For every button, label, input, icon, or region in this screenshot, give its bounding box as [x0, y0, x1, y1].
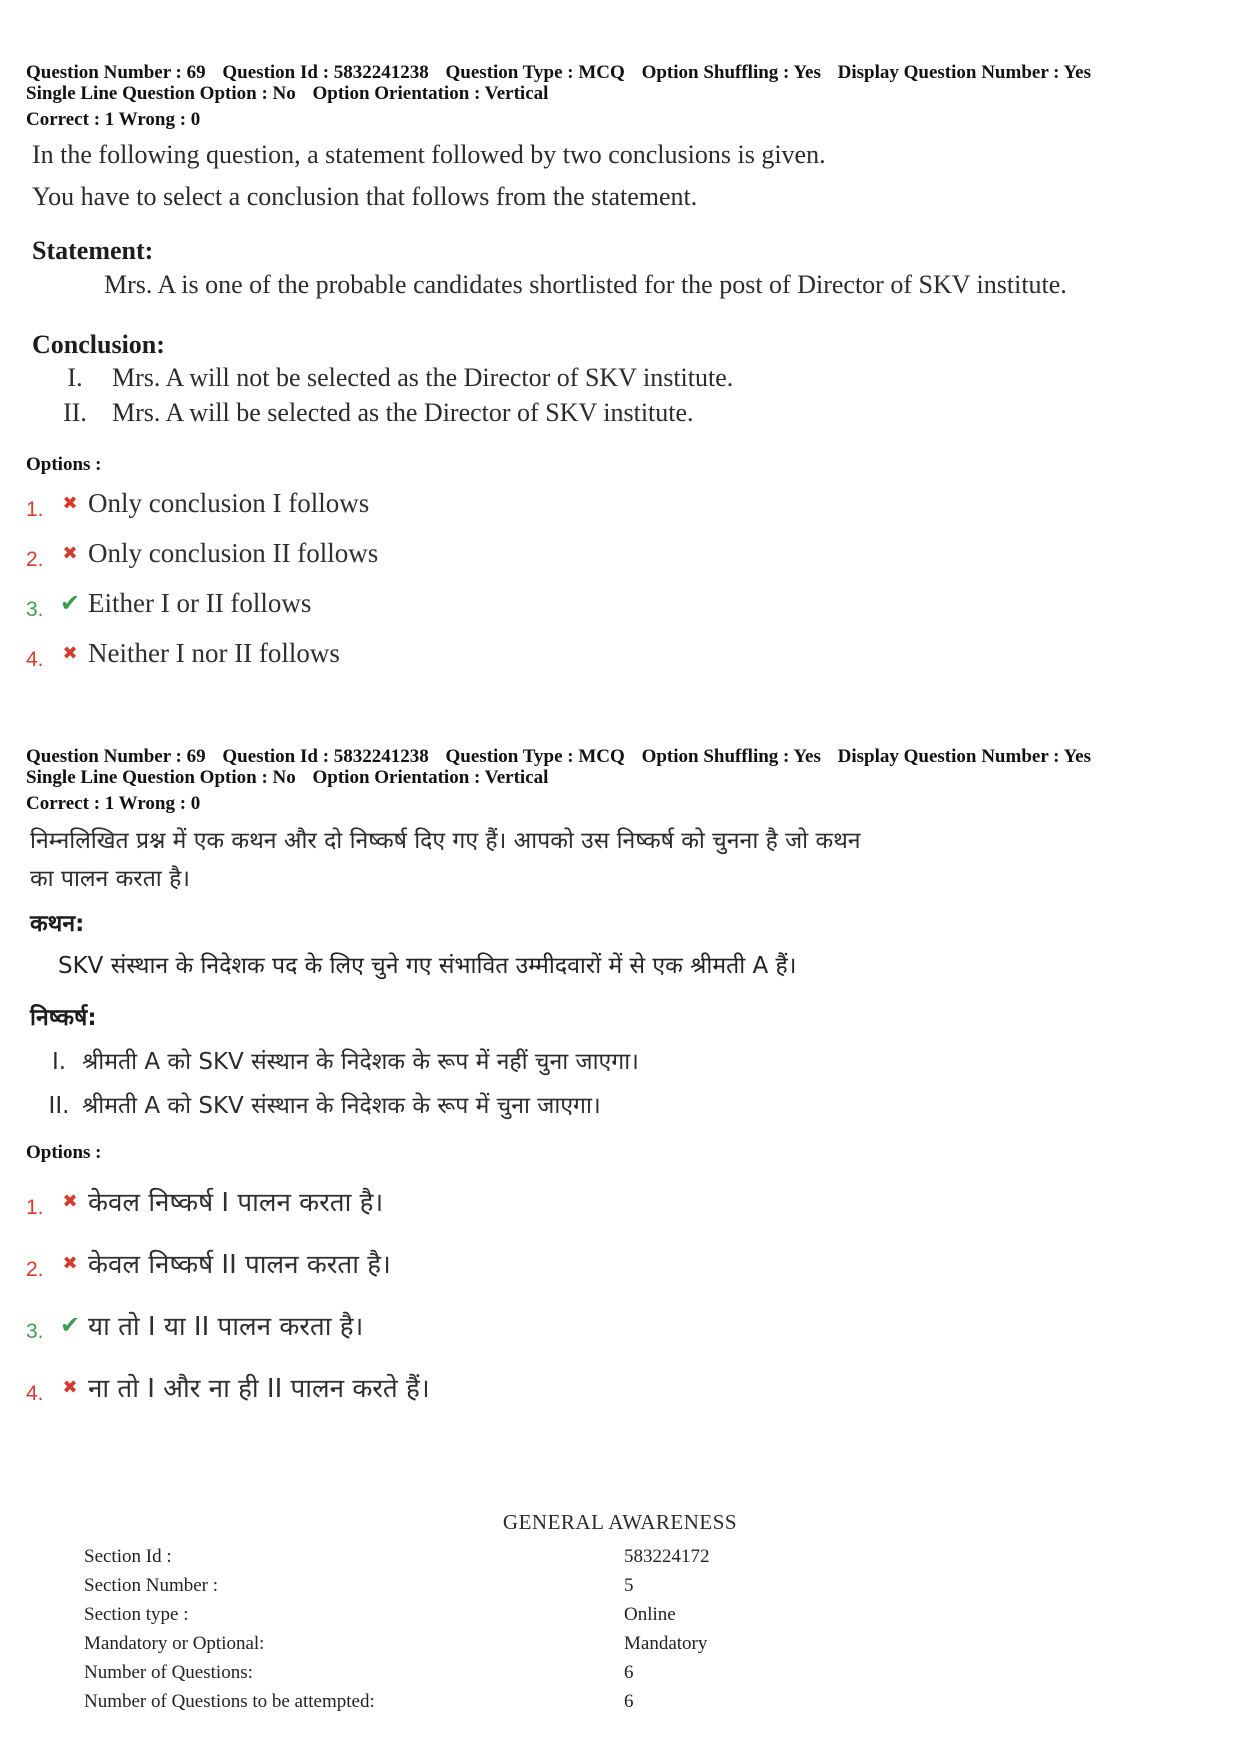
meta-orientation: Option Orientation : Vertical: [312, 767, 549, 788]
cross-icon: ✖: [62, 1252, 78, 1274]
option-2: [26, 1232, 1216, 1294]
meta-question-number: Question Number : 69: [26, 62, 206, 83]
section-key: Number of Questions to be attempted:: [84, 1691, 375, 1712]
section-info-table: [84, 1546, 710, 1720]
intro-line-2: का पालन करता है।: [30, 866, 191, 892]
option-number: 1.: [26, 1196, 44, 1219]
section-value: 6: [624, 1691, 634, 1712]
question-meta: [26, 746, 1216, 814]
conclusion-text: Mrs. A will not be selected as the Director of SKV institute.: [112, 363, 734, 392]
conclusion-number: II.: [48, 1093, 70, 1119]
section-value: Online: [624, 1604, 676, 1625]
option-number: 3.: [26, 1320, 44, 1343]
meta-option-shuffling: Option Shuffling : Yes: [641, 746, 821, 767]
section-title: GENERAL AWARENESS: [502, 1510, 738, 1534]
question-meta: [26, 62, 1216, 130]
meta-question-id: Question Id : 5832241238: [222, 62, 429, 83]
option-2: [26, 528, 1216, 578]
option-text: Either I or II follows: [88, 587, 312, 618]
meta-option-shuffling: Option Shuffling : Yes: [641, 62, 821, 83]
option-text: Only conclusion II follows: [88, 537, 379, 568]
option-text: Neither I nor II follows: [88, 637, 340, 668]
option-text: ना तो I और ना ही II पालन करते हैं।: [88, 1374, 430, 1404]
section-value: 583224172: [624, 1546, 710, 1567]
conclusion-number: I.: [67, 363, 83, 392]
options-label: Options :: [26, 1142, 102, 1163]
section-row: [84, 1633, 710, 1662]
section-value: 6: [624, 1662, 634, 1683]
question-hi: [26, 746, 1216, 1418]
option-3: [26, 578, 1216, 628]
meta-question-type: Question Type : MCQ: [445, 62, 625, 83]
meta-orientation: Option Orientation : Vertical: [312, 83, 549, 104]
option-text: केवल निष्कर्ष I पालन करता है।: [88, 1188, 384, 1218]
conclusion-list: [26, 360, 1216, 430]
section-value: 5: [624, 1575, 634, 1596]
conclusion-text: श्रीमती A को SKV संस्थान के निदेशक के रूप में नहीं चुना जाएगा।: [82, 1049, 639, 1075]
statement-text: SKV संस्थान के निदेशक पद के लिए चुने गए संभावित उम्मीदवारों में से एक श्रीमती A हैं।: [58, 953, 797, 979]
conclusion-text: श्रीमती A को SKV संस्थान के निदेशक के रूप में चुना जाएगा।: [82, 1093, 601, 1119]
intro-line-1: निम्नलिखित प्रश्न में एक कथन और दो निष्कर्ष दिए गए हैं। आपको उस निष्कर्ष को चुनना है जो कथन: [30, 828, 861, 854]
meta-single-line: Single Line Question Option : No: [26, 767, 296, 788]
option-number: 2.: [26, 1258, 44, 1281]
question-intro: [26, 822, 1216, 898]
options-label: Options :: [26, 454, 102, 475]
section-key: Number of Questions:: [84, 1662, 253, 1683]
option-text: केवल निष्कर्ष II पालन करता है।: [88, 1250, 391, 1280]
option-number: 4.: [26, 1382, 44, 1405]
meta-display-number: Display Question Number : Yes: [837, 62, 1091, 83]
question-en: [26, 62, 1216, 678]
meta-display-number: Display Question Number : Yes: [837, 746, 1091, 767]
meta-question-number: Question Number : 69: [26, 746, 206, 767]
option-number: 4.: [26, 648, 44, 671]
option-text: Only conclusion I follows: [88, 487, 370, 518]
option-4: [26, 628, 1216, 678]
option-1: [26, 478, 1216, 528]
option-4: [26, 1356, 1216, 1418]
cross-icon: ✖: [62, 542, 78, 564]
statement-label: Statement:: [32, 236, 154, 265]
conclusion-number: II.: [63, 398, 87, 427]
option-number: 3.: [26, 598, 44, 621]
conclusion-item: [26, 360, 1216, 395]
cross-icon: ✖: [62, 492, 78, 514]
check-icon: ✔: [59, 589, 81, 617]
section-row: [84, 1546, 710, 1575]
section-key: Section Number :: [84, 1575, 219, 1596]
conclusion-item: [26, 1084, 1216, 1128]
score-info: Correct : 1 Wrong : 0: [26, 793, 201, 814]
cross-icon: ✖: [62, 1376, 78, 1398]
option-1: [26, 1170, 1216, 1232]
conclusion-list: [26, 1040, 1216, 1128]
section-key: Section Id :: [84, 1546, 172, 1567]
section-row: [84, 1575, 710, 1604]
statement-label: कथन:: [30, 911, 85, 937]
conclusion-text: Mrs. A will be selected as the Director of SKV institute.: [112, 398, 694, 427]
section-value: Mandatory: [624, 1633, 708, 1654]
meta-single-line: Single Line Question Option : No: [26, 83, 296, 104]
cross-icon: ✖: [62, 642, 78, 664]
question-intro: [26, 134, 1216, 218]
section-key: Section type :: [84, 1604, 189, 1625]
meta-question-id: Question Id : 5832241238: [222, 746, 429, 767]
section-row: [84, 1691, 710, 1720]
section-row: [84, 1662, 710, 1691]
section-key: Mandatory or Optional:: [84, 1633, 265, 1654]
statement-text: Mrs. A is one of the probable candidates shortlisted for the post of Director of SKV institute.: [104, 270, 1067, 299]
conclusion-item: [26, 395, 1216, 430]
section-row: [84, 1604, 710, 1633]
conclusion-label: Conclusion:: [32, 330, 165, 359]
option-number: 2.: [26, 548, 44, 571]
check-icon: ✔: [59, 1311, 81, 1339]
intro-line-1: In the following question, a statement followed by two conclusions is given.: [32, 140, 826, 169]
options-list: [26, 1170, 1216, 1418]
option-3: [26, 1294, 1216, 1356]
conclusion-label: निष्कर्ष:: [30, 1005, 97, 1031]
cross-icon: ✖: [62, 1190, 78, 1212]
options-list: [26, 478, 1216, 678]
meta-question-type: Question Type : MCQ: [445, 746, 625, 767]
conclusion-number: I.: [51, 1049, 67, 1075]
conclusion-item: [26, 1040, 1216, 1084]
intro-line-2: You have to select a conclusion that follows from the statement.: [32, 182, 698, 211]
option-number: 1.: [26, 498, 44, 521]
option-text: या तो I या II पालन करता है।: [88, 1312, 364, 1342]
score-info: Correct : 1 Wrong : 0: [26, 109, 201, 130]
